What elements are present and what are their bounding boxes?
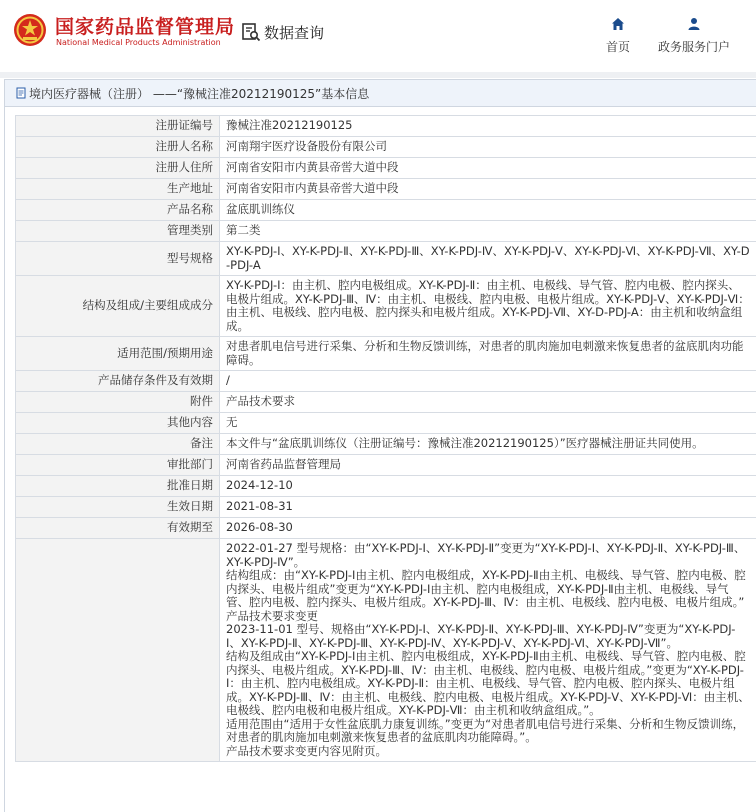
table-row	[16, 337, 756, 371]
field-value: 2026-08-30	[220, 518, 756, 539]
nav-home[interactable]	[578, 17, 658, 55]
field-label: 批准日期	[16, 476, 220, 497]
change-entry: 2023-11-01 型号、规格由“XY-K-PDJ-Ⅰ、XY-K-PDJ-Ⅱ、XY-K-PDJ-Ⅲ、XY-K-PDJ-Ⅳ”变更为“XY-K-PDJ-Ⅰ、XY-K-PDJ-Ⅱ、XY-K-PDJ-Ⅲ、XY-K-PDJ-Ⅳ、XY-K-PDJ-Ⅴ、XY-K-PDJ-Ⅵ、XY-K-PDJ-Ⅶ”。	[226, 622, 736, 650]
user-icon	[687, 17, 701, 31]
change-entry: 产品技术要求变更	[226, 608, 318, 623]
search-document-icon	[241, 22, 261, 42]
field-value: 第二类	[220, 221, 756, 242]
field-value: 产品技术要求	[220, 392, 756, 413]
field-label: 管理类别	[16, 221, 220, 242]
field-label: 型号规格	[16, 242, 220, 276]
field-value: XY-K-PDJ-Ⅰ、XY-K-PDJ-Ⅱ、XY-K-PDJ-Ⅲ、XY-K-PDJ-Ⅳ、XY-K-PDJ-Ⅴ、XY-K-PDJ-Ⅵ、XY-K-PDJ-Ⅶ、XY-D-PDJ-A	[220, 242, 756, 276]
field-value: XY-K-PDJ-Ⅰ：由主机、腔内电极组成。XY-K-PDJ-Ⅱ：由主机、电极线、导气管、腔内电极、腔内探头、电极片组成。XY-K-PDJ-Ⅲ、Ⅳ：由主机、电极线、腔内电极、电极片组成。XY-K-PDJ-Ⅴ、XY-K-PDJ-Ⅵ：由主机、电极线、腔内电极、腔内探头和电极片组成。XY-K-PDJ-Ⅶ、XY-D-PDJ-A：由主机和收纳盒组成。	[220, 276, 756, 337]
data-query-label: 数据查询	[264, 23, 325, 42]
table-row	[16, 455, 756, 476]
table-row	[16, 392, 756, 413]
change-entry: 产品技术要求变更内容见附页。	[226, 743, 387, 758]
site-header	[0, 0, 756, 72]
field-value: 本文件与“盆底肌训练仪（注册证编号：豫械注准20212190125）”医疗器械注册证共同使用。	[220, 434, 756, 455]
nav-home-label: 首页	[605, 40, 630, 54]
field-label: 有效期至	[16, 518, 220, 539]
table-row	[16, 434, 756, 455]
field-label: 注册证编号	[16, 116, 220, 137]
field-value: 河南省安阳市内黄县帝喾大道中段	[220, 158, 756, 179]
nav-service-portal-label: 政务服务门户	[657, 40, 730, 54]
site-title[interactable]: 国家药品监督管理局	[55, 16, 236, 38]
field-value: 河南翔宇医疗设备股份有限公司	[220, 137, 756, 158]
site-title-english[interactable]: National Medical Products Administration	[56, 38, 221, 47]
table-row	[16, 116, 756, 137]
document-icon	[15, 87, 27, 99]
change-history	[220, 539, 756, 762]
national-emblem-icon[interactable]	[13, 13, 47, 47]
breadcrumb	[5, 80, 756, 107]
table-row	[16, 371, 756, 392]
breadcrumb-text: 境内医疗器械（注册） ——“豫械注准20212190125”基本信息	[29, 86, 370, 101]
change-entry: 结构及组成由“XY-K-PDJ-Ⅰ由主机、腔内电极组成，XY-K-PDJ-Ⅱ由主机、电极线、导气管、腔内电极、腔内探头、电极片组成。XY-K-PDJ-Ⅲ、Ⅳ：由主机、电极线、腔内电极、电极片组成。”变更为“XY-K-PDJ-Ⅰ：由主机、腔内电极组成。XY-K-PDJ-Ⅱ：由主机、电极线、导气管、腔内电极、腔内探头、电极片组成。XY-K-PDJ-Ⅲ、Ⅳ：由主机、电极线、腔内电极、电极片组成。XY-K-PDJ-Ⅴ、XY-K-PDJ-Ⅵ：由主机、电极线、腔内电极和电极片组成。XY-K-PDJ-Ⅶ：由主机和收纳盒组成。”。	[226, 649, 750, 717]
table-row	[16, 242, 756, 276]
nav-service-portal[interactable]	[654, 17, 734, 55]
field-value: 无	[220, 413, 756, 434]
field-label: 附件	[16, 392, 220, 413]
table-row	[16, 413, 756, 434]
change-entry: 适用范围由“适用于女性盆底肌力康复训练。”变更为“对患者肌电信号进行采集、分析和生物反馈训练，对患者的肌肉施加电刺激来恢复患者的盆底肌肉功能障碍。”。	[226, 716, 745, 744]
field-label: 生产地址	[16, 179, 220, 200]
field-label: 审批部门	[16, 455, 220, 476]
field-label: 结构及组成/主要组成成分	[16, 276, 220, 337]
field-value: 2024-12-10	[220, 476, 756, 497]
table-row	[16, 158, 756, 179]
change-entry: 2022-01-27 型号规格：由“XY-K-PDJ-Ⅰ、XY-K-PDJ-Ⅱ”变更为“XY-K-PDJ-Ⅰ、XY-K-PDJ-Ⅱ、XY-K-PDJ-Ⅲ、XY-K-PDJ-Ⅳ”。	[226, 541, 746, 569]
data-query-heading	[241, 21, 324, 43]
detail-panel	[4, 79, 756, 812]
field-value: 河南省药品监督管理局	[220, 455, 756, 476]
field-label: 产品名称	[16, 200, 220, 221]
change-entry: 结构组成：由“XY-K-PDJ-Ⅰ由主机、腔内电极组成，XY-K-PDJ-Ⅱ由主机、电极线、导气管、腔内电极、腔内探头、电极片组成”变更为“XY-K-PDJ-Ⅰ由主机、腔内电极组成，XY-K-PDJ-Ⅱ由主机、电极线、导气管、腔内电极、腔内探头、电极片组成。XY-K-PDJ-Ⅲ、Ⅳ：由主机、电极线、腔内电极、电极片组成。”	[226, 568, 746, 609]
field-label: 注册人名称	[16, 137, 220, 158]
field-value: 对患者肌电信号进行采集、分析和生物反馈训练，对患者的肌肉施加电刺激来恢复患者的盆底肌肉功能障碍。	[220, 337, 756, 371]
field-label: 注册人住所	[16, 158, 220, 179]
field-label: 产品储存条件及有效期	[16, 371, 220, 392]
table-row	[16, 497, 756, 518]
table-row	[16, 518, 756, 539]
table-row	[16, 476, 756, 497]
field-value: 2021-08-31	[220, 497, 756, 518]
field-value: 豫械注准20212190125	[220, 116, 756, 137]
field-value: 河南省安阳市内黄县帝喾大道中段	[220, 179, 756, 200]
table-row	[16, 137, 756, 158]
table-row	[16, 179, 756, 200]
home-icon	[611, 17, 625, 31]
field-label: 备注	[16, 434, 220, 455]
field-value: 盆底肌训练仪	[220, 200, 756, 221]
header-divider	[0, 72, 756, 78]
field-value: /	[220, 371, 756, 392]
field-label: 其他内容	[16, 413, 220, 434]
table-row	[16, 200, 756, 221]
registration-info-table	[15, 115, 756, 762]
table-row	[16, 539, 756, 762]
field-label: 生效日期	[16, 497, 220, 518]
field-label: 适用范围/预期用途	[16, 337, 220, 371]
table-row	[16, 276, 756, 337]
change-history-label	[16, 539, 220, 762]
table-row	[16, 221, 756, 242]
